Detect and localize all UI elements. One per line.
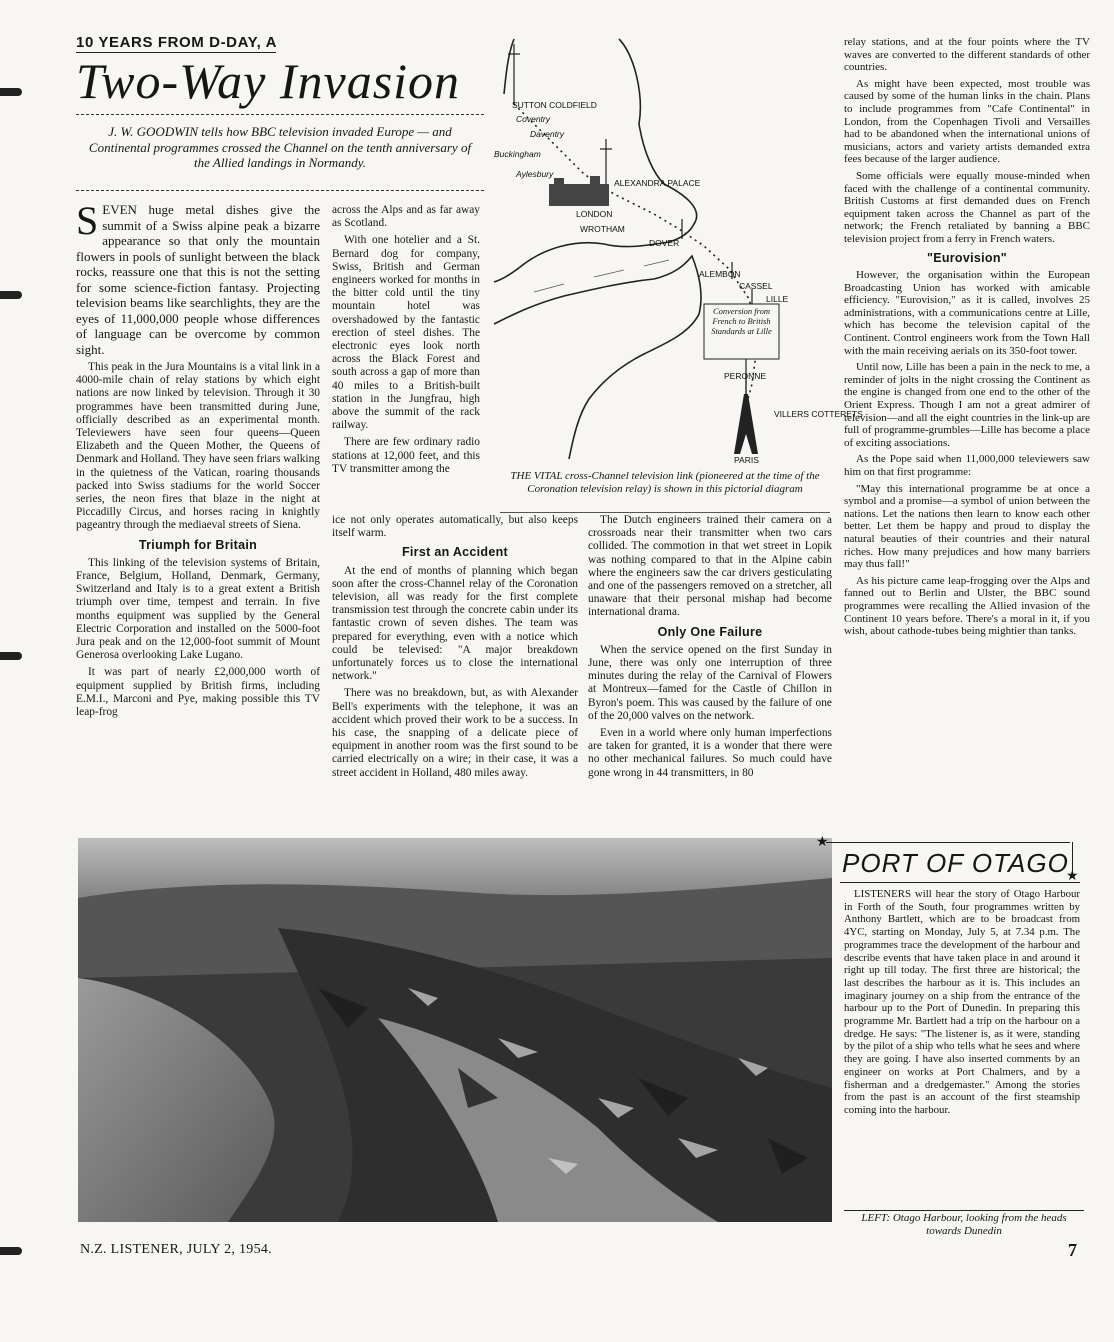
footer-publication: N.Z. LISTENER, JULY 2, 1954.: [80, 1242, 272, 1257]
binding-mark: [0, 291, 22, 299]
lead-paragraph: SEVEN huge metal dishes give the summit of a Swiss alpine peak a bizarre appearance so that only the mountain flowers in pools of sunlight between the black rocks, reassure one that this is not the setting for some science-fiction fantasy. Projecting television beams like searchlights, they are the eyes of 11,000,000 people whose differences of language can be overcome by common sight.: [76, 198, 320, 357]
article-title: Two-Way Invasion: [76, 53, 461, 109]
sidebar-body: LISTENERS will hear the story of Otago Harbour in Forth of the South, four programmes written by Anthony Bartlett, which are to be broadcast from 4YC, starting on Monday, July 5, at 7.34 p.m. The programmes trace the development of the harbour and describe events that have taken place in and around it right up till today. The first three are historical; the last describes the harbour as it is. This includes an imaginary journey on a ship from the entrance of the harbour up to the Port of Dunedin. In preparing this programme Mr. Bartlett had a trip on the harbour on a dredge. He says: "The listener is, as it were, standing by the pilot of a ship who tells what he sees and where they are going. I have also inserted comments by an engineer on works at Port Chalmers, and by a fisherman and a dredgemaster." Among the stories from the past is an account of the first steamship coming into the harbour.: [844, 888, 1080, 1116]
paragraph: "May this international programme be at once a symbol and a promise—a symbol of union between the nations. Let the nations then learn to know each other better. Let them be happy and proud to display the natural beauties of their countries and their natural riches. How many prejudices and how many barriers may thus fall!": [844, 482, 1090, 571]
subhead-triumph: Triumph for Britain: [138, 537, 258, 552]
paragraph: It was part of nearly £2,000,000 worth of equipment supplied by British firms, including E.M.I., Marconi and Pye, making possible this TV leap-frog: [76, 666, 320, 719]
paragraph: There was no breakdown, but, as with Alexander Bell's experiments with the telephone, it was an accident which proved their work to be a success. In his case, the snapping of a delicate piece of equipment in another room was the first sound to be carried electrically on a wire; in their case, it was a street accident in Holland, 480 miles away.: [332, 687, 578, 779]
article-column-2: [332, 204, 480, 480]
subhead-first-accident: First an Accident: [401, 545, 509, 560]
label-aylesbury: Aylesbury: [516, 169, 554, 179]
paragraph: When the service opened on the first Sunday in June, there was only one interruption of three minutes during the relay of the Carnival of Flowers at Montreux—famed for the Castle of Chillon in Byron's poem. This was caused by the failure of one of the 20,000 valves on the network.: [588, 643, 832, 722]
sidebar-right-rule: [1072, 842, 1073, 878]
label-paris: PARIS: [734, 455, 759, 465]
article-column-1: [76, 198, 320, 723]
label-daventry: Daventry: [530, 129, 565, 139]
paragraph: Even in a world where only human imperfections are taken for granted, it is a wonder that there were no other mechanical failures. So much could have gone wrong in 44 transmitters, in 80: [588, 727, 832, 779]
label-coventry: Coventry: [516, 114, 551, 124]
sidebar-top-rule: [826, 842, 1070, 843]
paragraph: This linking of the television systems of Britain, France, Belgium, Holland, Denmark, Germany, Switzerland and Italy is to a great extent a British triumph over time, tempest and terrain. In five months equipment was supplied by the General Electric Corporation and installed on the 5000-foot Jura peak and on the 12,000-foot summit of Mount Generosa overlooking Lake Lugano.: [76, 556, 320, 662]
relay-route: [514, 104, 756, 414]
map-caption: THE VITAL cross-Channel television link (pioneered at the time of the Coronation television relay) is shown in this pictorial diagram: [510, 470, 820, 495]
label-lille: LILLE: [766, 294, 789, 304]
paragraph: There are few ordinary radio stations at 12,000 feet, and this TV transmitter among the: [332, 436, 480, 475]
page-number: 7: [1068, 1240, 1077, 1260]
paragraph: As might have been expected, most trouble was caused by some of the human links in the chain. Plans to include programmes from "Cafe Continental" in London, from the Copenhagen Tivoli and Versailles had to be abandoned when the international unions of musicians, actors and variety artists demanded extra fees because of the larger audience.: [844, 77, 1090, 166]
sidebar-title: PORT OF OTAGO: [842, 848, 1069, 878]
cross-channel-map: [494, 34, 863, 465]
article-column-4: [844, 36, 1090, 642]
binding-mark: [0, 652, 22, 660]
article-kicker: 10 YEARS FROM D-DAY, A: [76, 34, 278, 51]
paragraph: relay stations, and at the four points where the TV waves are converted to the different standards of other countries.: [844, 36, 1090, 74]
paragraph: At the end of months of planning which began soon after the cross-Channel relay of the Coronation television, all was ready for the first complete transmission test through the concrete cabin under its fantastic crown of seven dishes. The team was prepared for everything, even with a notice which could be televised: "A major breakdown unfortunately forces us to close the international network.": [332, 564, 578, 683]
label-wrotham: WROTHAM: [580, 224, 625, 234]
photo-caption: LEFT: Otago Harbour, looking from the heads towards Dunedin: [861, 1212, 1067, 1237]
otago-harbour-image: [78, 838, 832, 1222]
sidebar-box: [816, 835, 1090, 1210]
paragraph: ice not only operates automatically, but also keeps itself warm.: [332, 514, 578, 540]
paragraph: Some officials were equally mouse-minded when faced with the challenge of a continental community. British Customs at first demanded dues on French equipment taken across the Channel as part of the network; the French retaliated by banning a BBC television project from a ferry in French waters.: [844, 169, 1090, 245]
article-standfirst: J. W. GOODWIN tells how BBC television invaded Europe — and Continental programmes crossed the Channel on the tenth anniversary of the Allied landings in Normandy.: [88, 124, 472, 170]
binding-mark: [0, 88, 22, 96]
paragraph: The Dutch engineers trained their camera on a crossroads near their transmitter when two cars collided. The commotion in that wet street in Lopik was nothing compared to that in the Alpine cabin where the engineers saw the car drivers gesticulating and one of the passengers removed on a stretcher, all unaware that their personal mishap had become international drama.: [588, 514, 832, 619]
standfirst-rule: [76, 190, 484, 191]
star-icon: ★: [1066, 869, 1079, 884]
label-peronne: PERONNE: [724, 371, 767, 381]
star-icon: ★: [816, 835, 829, 850]
paragraph: across the Alps and as far away as Scotland.: [332, 204, 480, 230]
paragraph: As his picture came leap-frogging over the Alps and fanned out to Berlin and Ulster, the BBC sound programmes were recalling the Allied invasion of the Continent 10 years before. There's a moral in it, if you wish, about cathode-tubes being mightier than tanks.: [844, 574, 1090, 638]
sidebar-bottom-rule: [844, 1210, 1084, 1211]
paragraph: However, the organisation within the European Broadcasting Union has worked with amicable efficiency. "Eurovision," as it is called, involves 25 administrations, with a communications centre at Lille, which has become the television capital of the Continent. Control engineers work from the Town Hall with the main receiving aerials on its 350-foot tower.: [844, 269, 1090, 357]
subhead-only-one-failure: Only One Failure: [657, 624, 763, 639]
label-alexandra: ALEXANDRA PALACE: [614, 178, 701, 188]
paragraph: With one hotelier and a St. Bernard dog for company, Swiss, British and German engineers worked for months in the bitter cold until the tiny mountain hotel was overshadowed by the fantastic erection of steel dishes. The electronic eyes look north across the Black Forest and south across a gap of more than 40 miles to a British-built station in the Jungfrau, high above the summit of the rack railway.: [332, 234, 480, 432]
subhead-eurovision: "Eurovision": [926, 250, 1008, 265]
binding-mark: [0, 1247, 22, 1255]
label-buckingham: Buckingham: [494, 149, 541, 159]
article-column-2-lower: [332, 514, 578, 784]
label-cassel: CASSEL: [739, 281, 773, 291]
paragraph: This peak in the Jura Mountains is a vital link in a 4000-mile chain of relay stations by which eight nations are now linked by television. Through it 30 programmes have been transmitted during June, officially described as an experimental month. Televiewers have seen four queens—Queen Elizabeth and the Queen Mother, the Queens of Denmark and Holland. They have seen friars walking in the quietness of the Vatican, roaring thousands packed into Swiss stadiums for the world Soccer series, the neon fires that blaze in the night at Piccadilly Circus, and horses racing in knightly pageantry through the mediaeval streets of Siena.: [76, 361, 320, 532]
conversion-box-label: Conversion from French to British Standards at Lille: [711, 306, 772, 336]
caption-rule: [500, 512, 830, 513]
label-sutton: SUTTON COLDFIELD: [512, 100, 597, 110]
harbour-photo: [78, 838, 832, 1222]
eiffel-tower: [734, 394, 758, 454]
sidebar-title-rule: [840, 882, 1080, 883]
label-london: LONDON: [576, 209, 613, 219]
paragraph: Until now, Lille has been a pain in the neck to me, a reminder of jolts in the night crossing the Continent as the engine is changed from one end to the other of the Orient Express. Though I am not a great admirer of television—and all the eight countries in the link-up are full of programme-grumbles—Lille has become a place of exciting associations.: [844, 361, 1090, 449]
label-dover: DOVER: [649, 238, 680, 248]
map-diagram: [494, 34, 863, 465]
title-rule: [76, 114, 484, 115]
article-column-3: [588, 514, 832, 784]
paragraph: As the Pope said when 11,000,000 televiewers saw him on that first programme:: [844, 453, 1090, 478]
label-alembon: ALEMBON: [699, 269, 741, 279]
france-coastline: [494, 256, 701, 459]
label-villers: VILLERS COTTERETS: [774, 409, 863, 419]
drop-cap: S: [76, 198, 99, 243]
